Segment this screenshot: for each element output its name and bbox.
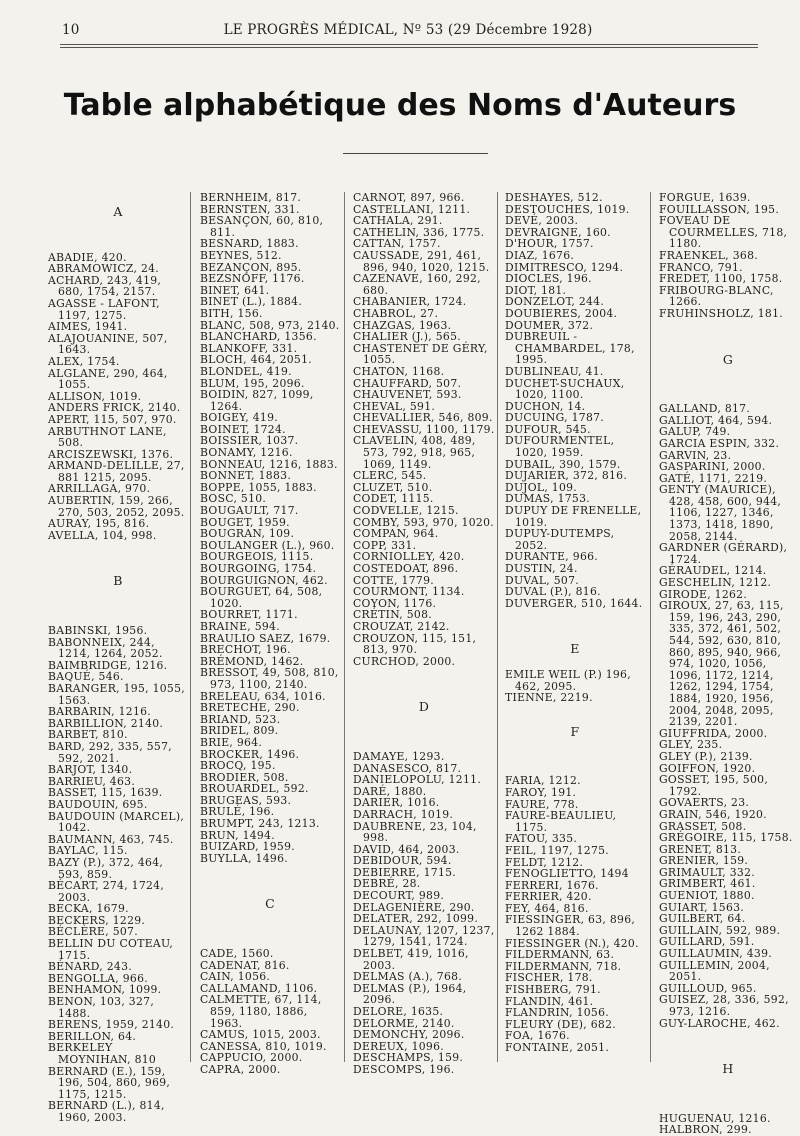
- author-entry: GUILLOUD, 965.: [659, 981, 757, 995]
- author-entry: DEMONCHY, 2096.: [353, 1028, 465, 1042]
- author-entry: BAUDOUIN, 695.: [48, 797, 148, 811]
- author-entry: CAPRA, 2000.: [200, 1062, 281, 1076]
- author-entry: BARBILLION, 2140.: [48, 716, 164, 730]
- author-entry: BAQUÉ, 546.: [48, 670, 124, 684]
- author-entry: DUVAL (P.), 816.: [505, 585, 601, 599]
- author-entry: DUCHET-SUCHAUX, 1020, 1100.: [505, 376, 625, 402]
- running-title: LE PROGRÈS MÉDICAL, Nº 53 (29 Décembre 1928): [223, 22, 593, 38]
- title-divider: [343, 153, 488, 154]
- author-entry: FELDT, 1212.: [505, 855, 584, 869]
- author-entry: DONZELOT, 244.: [505, 295, 605, 309]
- author-entry: CURCHOD, 2000.: [353, 654, 456, 668]
- page-title: Table alphabétique des Noms d'Auteurs: [63, 88, 737, 123]
- author-entry: DELAUNAY, 1207, 1237, 1279, 1541, 1724.: [353, 923, 495, 949]
- author-entry: CATTAN, 1757.: [353, 237, 441, 251]
- author-entry: BINET (L.), 1884.: [200, 295, 303, 309]
- author-entry: ALEX, 1754.: [48, 354, 120, 368]
- author-entry: DESCHAMPS, 159.: [353, 1051, 464, 1065]
- author-entry: BOUGAULT, 717.: [200, 504, 299, 518]
- author-entry: GALLIOT, 464, 594.: [659, 413, 773, 427]
- author-entry: CLAVELIN, 408, 489, 573, 792, 918, 965, 1069, 1149.: [353, 434, 476, 471]
- author-entry: DUBAIL, 390, 1579.: [505, 457, 621, 471]
- author-entry: CHABANIER, 1724.: [353, 295, 467, 309]
- author-entry: BLONDEL, 419.: [200, 364, 292, 378]
- author-entry: BERNHEIM, 817.: [200, 191, 302, 204]
- author-entry: DUBREUIL - CHAMBARDEL, 178, 1995.: [505, 330, 635, 367]
- author-entry: FERRERI, 1676.: [505, 878, 599, 892]
- author-entry: BUIZARD, 1959.: [200, 840, 295, 854]
- author-entry: DELATER, 292, 1099.: [353, 912, 479, 926]
- author-entry: GARCIA ESPIN, 332.: [659, 436, 780, 450]
- author-entry: DELMAS (P.), 1964, 2096.: [353, 981, 467, 1007]
- author-entry: AVELLA, 104, 998.: [48, 528, 157, 542]
- author-entry: BELLIN DU COTEAU, 1715.: [48, 937, 174, 962]
- author-entry: GARVIN, 23.: [659, 448, 732, 462]
- author-entry: FLEURY (DE), 682.: [505, 1017, 616, 1031]
- author-entry: DUMAS, 1753.: [505, 492, 590, 506]
- author-entry: GUILLAIN, 592, 989.: [659, 923, 781, 937]
- author-entry: CAUSSADE, 291, 461, 896, 940, 1020, 1215.: [353, 248, 490, 274]
- author-entry: ARCISZEWSKI, 1376.: [48, 447, 174, 461]
- index-column-3: [353, 192, 495, 1076]
- author-entry: EMILE WEIL (P.) 196, 462, 2095.: [505, 667, 631, 693]
- author-entry: BOULANGER (L.), 960.: [200, 538, 335, 552]
- author-entry: FREDET, 1100, 1758.: [659, 272, 783, 286]
- author-entry: CHAZGAS, 1963.: [353, 318, 452, 332]
- author-entry: DUFOUR, 545.: [505, 422, 591, 436]
- page-number: 10: [62, 22, 80, 38]
- author-entry: CROUZAT, 2142.: [353, 619, 450, 633]
- author-entry: CHABROL, 27.: [353, 306, 439, 320]
- author-entry: DUPUY-DUTEMPS, 2052.: [505, 527, 615, 552]
- author-entry: FRANCO, 791.: [659, 260, 743, 274]
- author-entry: BOIGEY, 419.: [200, 411, 278, 425]
- author-entry: BARJOT, 1340.: [48, 763, 133, 777]
- author-entry: FISCHER, 178.: [505, 971, 593, 985]
- author-entry: BONAMY, 1216.: [200, 446, 293, 460]
- author-entry: FATOU, 335.: [505, 832, 578, 846]
- author-entry: FISHBERG, 791.: [505, 983, 601, 997]
- author-entry: CORNIOLLEY, 420.: [353, 550, 465, 564]
- author-entry: FLANDRIN, 1056.: [505, 1006, 609, 1020]
- author-entry: CLERC, 545.: [353, 469, 427, 483]
- author-entry: DARIER, 1016.: [353, 796, 440, 810]
- running-header: [58, 22, 758, 44]
- author-entry: COSTEDOAT, 896.: [353, 562, 459, 575]
- author-entry: BÉNARD, 243.: [48, 960, 132, 974]
- section-letter: D: [418, 699, 430, 715]
- author-entry: HUGUENAU, 1216.: [659, 1111, 771, 1125]
- section-letter: E: [570, 641, 580, 657]
- author-entry: DIAZ, 1676.: [505, 248, 575, 262]
- author-entry: BEYNES, 512.: [200, 248, 282, 262]
- author-entry: GUILLAUMIN, 439.: [659, 947, 773, 961]
- author-entry: BERENS, 1959, 2140.: [48, 1018, 175, 1032]
- author-entry: GLEY (P.), 2139.: [659, 749, 753, 763]
- author-entry: GARDNER (GÉRARD), 1724.: [659, 541, 788, 566]
- author-entry: DURANTE, 966.: [505, 550, 599, 564]
- author-entry: BEZANÇON, 895.: [200, 260, 302, 274]
- author-entry: BÉCLÈRE, 507.: [48, 925, 138, 939]
- author-entry: DAUBRENE, 23, 104, 998.: [353, 819, 477, 845]
- author-entry: ARBUTHNOT LANE, 508.: [48, 424, 167, 450]
- author-entry: DEBRÉ, 28.: [353, 877, 421, 891]
- author-entry: GUY-LAROCHE, 462.: [659, 1016, 780, 1030]
- author-entry: BRECHOT, 196.: [200, 643, 291, 657]
- author-entry: BAZY (P.), 372, 464, 593, 859.: [48, 855, 164, 881]
- author-entry: GRIMBERT, 461.: [659, 877, 756, 891]
- author-entry: COPP, 331.: [353, 538, 417, 552]
- author-entry: HALBRON, 299.: [659, 1123, 752, 1136]
- author-entry: BOPPE, 1055, 1883.: [200, 480, 317, 494]
- author-entry: FRIBOURG-BLANC, 1266.: [659, 283, 774, 309]
- author-entry: CANESSA, 810, 1019.: [200, 1039, 327, 1053]
- author-entry: BRETECHE, 290.: [200, 701, 300, 715]
- author-entry: BAIMBRIDGE, 1216.: [48, 658, 168, 672]
- column-divider: [650, 192, 651, 1062]
- author-entry: BOURRET, 1171.: [200, 608, 298, 622]
- author-entry: ABRAMOWICZ, 24.: [48, 262, 160, 276]
- author-entry: BERILLON, 64.: [48, 1029, 137, 1043]
- author-entry: AGASSE - LAFONT, 1197, 1275.: [48, 296, 160, 322]
- author-entry: DUCHON, 14.: [505, 399, 586, 413]
- author-entry: GLEY, 235.: [659, 738, 723, 752]
- author-entry: BRODIER, 508.: [200, 770, 289, 784]
- author-entry: ANDERS FRICK, 2140.: [48, 401, 181, 415]
- author-entry: BARANGER, 195, 1055, 1563.: [48, 682, 185, 707]
- author-entry: CALMETTE, 67, 114, 859, 1180, 1886, 1963.: [200, 993, 322, 1030]
- author-entry: GALUP, 749.: [659, 425, 731, 439]
- author-entry: BLUM, 195, 2096.: [200, 376, 305, 390]
- author-entry: AIMES, 1941.: [48, 320, 128, 334]
- author-entry: GRASSET, 508.: [659, 819, 747, 833]
- author-entry: DEVRAIGNE, 160.: [505, 225, 611, 239]
- author-entry: COMBY, 593, 970, 1020.: [353, 515, 494, 529]
- author-entry: GALLAND, 817.: [659, 402, 751, 416]
- author-entry: BAYLAC, 115.: [48, 844, 128, 858]
- author-entry: CHAUVENET, 593.: [353, 388, 462, 402]
- author-entry: BECKERS, 1229.: [48, 913, 146, 927]
- author-entry: DELMAS (A.), 768.: [353, 970, 463, 984]
- author-entry: BOUGET, 1959.: [200, 515, 290, 529]
- section-letter: A: [113, 204, 123, 219]
- author-entry: DOUBIERES, 2004.: [505, 306, 618, 320]
- author-entry: GASPARINI, 2000.: [659, 460, 766, 474]
- author-entry: CROUZON, 115, 151, 813, 970.: [353, 631, 477, 657]
- author-entry: BAUMANN, 463, 745.: [48, 832, 174, 846]
- author-entry: CATHALA, 291.: [353, 214, 443, 228]
- author-entry: TIENNE, 2219.: [505, 691, 593, 705]
- author-entry: FAURE-BEAULIEU, 1175.: [505, 809, 617, 834]
- author-entry: GOIFFON, 1920.: [659, 761, 756, 775]
- author-entry: ALLISON, 1019.: [48, 389, 142, 403]
- author-entry: ARRILLAGA, 970.: [48, 482, 151, 496]
- index-column-2: [200, 192, 340, 1076]
- author-entry: DIMITRESCO, 1294.: [505, 260, 624, 274]
- author-entry: CALLAMAND, 1106.: [200, 981, 318, 995]
- author-entry: GOSSET, 195, 500, 1792.: [659, 773, 769, 798]
- author-entry: BLANC, 508, 973, 2140.: [200, 318, 340, 332]
- author-entry: FEY, 464, 816.: [505, 901, 589, 915]
- author-entry: GRAIN, 546, 1920.: [659, 807, 767, 821]
- author-entry: FRAENKEL, 368.: [659, 248, 758, 262]
- author-entry: FIESSINGER (N.), 420.: [505, 936, 639, 950]
- section-letter: G: [722, 351, 734, 367]
- author-entry: DUPUY DE FRENELLE, 1019.: [505, 504, 642, 529]
- author-entry: BARBET, 810.: [48, 728, 128, 742]
- column-divider: [344, 192, 345, 1062]
- index-column-1: [48, 192, 188, 1124]
- author-entry: BASSET, 115, 1639.: [48, 786, 163, 800]
- author-entry: BLOCH, 464, 2051.: [200, 353, 312, 367]
- author-entry: BARD, 292, 335, 557, 592, 2021.: [48, 739, 172, 765]
- author-entry: BABINSKI, 1956.: [48, 624, 148, 638]
- author-entry: GUILBERT, 64.: [659, 912, 746, 926]
- author-entry: GUISEZ, 28, 336, 592, 973, 1216.: [659, 993, 789, 1018]
- author-entry: FERRIER, 420.: [505, 890, 592, 904]
- author-entry: FLANDIN, 461.: [505, 994, 594, 1008]
- author-entry: CARNOT, 897, 966.: [353, 191, 465, 204]
- author-entry: BRAULIO SAEZ, 1679.: [200, 631, 331, 645]
- author-entry: GRIMAULT, 332.: [659, 865, 755, 879]
- author-entry: DANASESCO, 817.: [353, 761, 462, 775]
- author-entry: COTTE, 1779.: [353, 573, 434, 587]
- author-entry: ALAJOUANINE, 507, 1643.: [48, 331, 168, 357]
- author-entry: CATHELIN, 336, 1775.: [353, 225, 485, 239]
- author-entry: CAMUS, 1015, 2003.: [200, 1028, 321, 1042]
- author-entry: AUBERTIN, 159, 266, 270, 503, 2052, 2095.: [48, 494, 185, 519]
- author-entry: BITH, 156.: [200, 306, 263, 320]
- author-entry: BRESSOT, 49, 508, 810, 973, 1100, 2140.: [200, 666, 339, 691]
- author-entry: BESANÇON, 60, 810, 811.: [200, 214, 324, 239]
- author-entry: BRULÉ, 196.: [200, 805, 275, 819]
- author-entry: DIOCLES, 196.: [505, 272, 592, 286]
- author-entry: CAIN, 1056.: [200, 970, 271, 984]
- author-entry: CODET, 1115.: [353, 492, 434, 506]
- author-entry: CHEVALLIER, 546, 809.: [353, 411, 493, 425]
- author-entry: CLUZET, 510.: [353, 480, 433, 494]
- author-entry: DAMAYE, 1293.: [353, 749, 445, 763]
- author-entry: FRUHINSHOLZ, 181.: [659, 306, 783, 320]
- author-entry: FAROY, 191.: [505, 785, 577, 799]
- author-entry: DESCOMPS, 196.: [353, 1062, 455, 1076]
- index-column-5: [659, 192, 797, 1136]
- author-entry: BOURGEOIS, 1115.: [200, 550, 314, 564]
- author-entry: DIOT, 181.: [505, 283, 567, 297]
- author-entry: FILDERMANN, 718.: [505, 959, 622, 973]
- author-entry: DECOURT, 989.: [353, 889, 445, 903]
- author-entry: COURMONT, 1134.: [353, 585, 465, 599]
- author-entry: BINET, 641.: [200, 283, 270, 297]
- author-entry: GIUFFRIDA, 2000.: [659, 726, 768, 740]
- author-entry: BECKA, 1679.: [48, 902, 129, 916]
- author-entry: FAURE, 778.: [505, 797, 579, 811]
- author-entry: ARMAND-DELILLE, 27, 881 1215, 2095.: [48, 459, 185, 484]
- author-entry: DEREUX, 1096.: [353, 1039, 445, 1053]
- author-entry: BENHAMON, 1099.: [48, 983, 162, 997]
- author-entry: GRENIER, 159.: [659, 854, 749, 868]
- author-entry: APERT, 115, 507, 970.: [48, 412, 177, 426]
- author-entry: BROUARDEL, 592.: [200, 782, 309, 796]
- author-entry: BOURGUIGNON, 462.: [200, 573, 328, 587]
- index-column-4: [505, 192, 645, 1054]
- author-entry: GIRODE, 1262.: [659, 587, 748, 601]
- author-entry: CAZENAVE, 160, 292, 680.: [353, 272, 481, 297]
- author-entry: BENGOLLA, 966.: [48, 971, 148, 985]
- author-entry: BRIAND, 523.: [200, 712, 281, 726]
- column-divider: [190, 192, 191, 1062]
- author-entry: FILDERMANN, 63.: [505, 948, 615, 962]
- author-entry: DAVID, 464, 2003.: [353, 842, 460, 856]
- author-entry: CHAUFFARD, 507.: [353, 376, 462, 390]
- author-entry: CHALIER (J.), 565.: [353, 330, 462, 344]
- author-entry: DELORME, 2140.: [353, 1016, 455, 1030]
- author-entry: BEZSNOFF, 1176.: [200, 272, 305, 286]
- author-entry: BRÉMOND, 1462.: [200, 654, 304, 668]
- author-entry: DUSTIN, 24.: [505, 562, 578, 575]
- author-entry: DUCUING, 1787.: [505, 411, 605, 425]
- author-entry: DOUMER, 372.: [505, 318, 594, 332]
- author-entry: CODVELLE, 1215.: [353, 504, 459, 518]
- section-letter: H: [722, 1061, 734, 1077]
- author-entry: BRIDEL, 809.: [200, 724, 279, 738]
- author-entry: DELAGENIÈRE, 290.: [353, 900, 475, 914]
- author-entry: FEIL, 1197, 1275.: [505, 843, 610, 857]
- author-entry: BRELEAU, 634, 1016.: [200, 689, 326, 703]
- author-entry: GIROUX, 27, 63, 115, 159, 196, 243, 290, 335, 372, 461, 502, 544, 592, 630, 810, 860, 895, 940, 966, 974, 1020, 1056, 1096, 1172, 1214, 1262, 1294, 1754, 1884, 1920, 1956, 2004, 2048, 2095, 2139, 2201.: [659, 599, 784, 729]
- author-entry: DANIELOPOLU, 1211.: [353, 773, 482, 787]
- author-entry: CHEVASSU, 1100, 1179.: [353, 422, 495, 436]
- author-entry: CASTELLANI, 1211.: [353, 202, 471, 216]
- author-entry: BRAINE, 594.: [200, 619, 280, 633]
- author-entry: GUENIOT, 1880.: [659, 889, 755, 903]
- author-entry: GESCHELIN, 1212.: [659, 576, 772, 590]
- author-entry: GATÉ, 1171, 2219.: [659, 471, 768, 485]
- author-entry: FOA, 1676.: [505, 1029, 570, 1043]
- author-entry: BAUDOUIN (MARCEL), 1042.: [48, 809, 185, 835]
- author-entry: GOVAERTS, 23.: [659, 796, 750, 810]
- header-rule: [60, 44, 758, 48]
- author-entry: DUVERGER, 510, 1644.: [505, 596, 643, 610]
- author-entry: BRUGEAS, 593.: [200, 793, 292, 807]
- author-entry: AURAY, 195, 816.: [48, 517, 150, 531]
- author-entry: BERNSTEN, 331.: [200, 202, 300, 216]
- author-entry: CADENAT, 816.: [200, 958, 290, 972]
- author-entry: GRÉGOIRE, 115, 1758.: [659, 831, 793, 845]
- author-entry: COYON, 1176.: [353, 596, 437, 610]
- author-entry: GÉRAUDEL, 1214.: [659, 564, 767, 578]
- author-entry: BOISSIER, 1037.: [200, 434, 299, 448]
- author-entry: FARIA, 1212.: [505, 774, 581, 788]
- author-entry: BUYLLA, 1496.: [200, 851, 288, 865]
- author-entry: BOURGUET, 64, 508, 1020.: [200, 585, 323, 610]
- author-entry: D'HOUR, 1757.: [505, 237, 594, 251]
- author-entry: COMPAN, 964.: [353, 527, 439, 541]
- author-entry: DESTOUCHES, 1019.: [505, 202, 630, 216]
- author-entry: DESHAYES, 512.: [505, 191, 603, 204]
- author-entry: DUVAL, 507.: [505, 573, 579, 587]
- author-entry: DEVÉ, 2003.: [505, 214, 579, 228]
- section-letter: F: [570, 723, 580, 739]
- author-entry: BERNARD (E.), 159, 196, 504, 860, 969, 1175, 1215.: [48, 1064, 171, 1101]
- author-entry: CHEVAL, 591.: [353, 399, 436, 413]
- author-entry: DARRACH, 1019.: [353, 807, 454, 821]
- author-entry: DUFOURMENTEL, 1020, 1959.: [505, 434, 615, 460]
- author-entry: BOUGRAN, 109.: [200, 527, 295, 541]
- author-entry: BONNET, 1883.: [200, 469, 292, 483]
- author-entry: DUJOL, 109.: [505, 480, 578, 494]
- author-entry: CHATON, 1168.: [353, 364, 445, 378]
- author-entry: BOSC, 510.: [200, 492, 267, 506]
- author-entry: BRIE, 964.: [200, 735, 263, 749]
- author-entry: CADE, 1560.: [200, 947, 274, 961]
- author-entry: BÉCART, 274, 1724, 2003.: [48, 879, 165, 904]
- author-entry: BONNEAU, 1216, 1883.: [200, 457, 338, 471]
- author-entry: BRUN, 1494.: [200, 828, 275, 842]
- author-entry: BROCKER, 1496.: [200, 747, 300, 761]
- author-entry: CRÉTIN, 508.: [353, 608, 432, 622]
- author-entry: BERKELEY MOYNIHAN, 810: [48, 1041, 157, 1066]
- author-entry: DEBIERRE, 1715.: [353, 865, 457, 879]
- author-entry: GRENET, 813.: [659, 842, 742, 856]
- author-entry: DUJARIER, 372, 816.: [505, 469, 628, 483]
- author-entry: FORGUE, 1639.: [659, 191, 751, 204]
- author-entry: DEBIDOUR, 594.: [353, 854, 452, 868]
- author-entry: BERNARD (L.), 814, 1960, 2003.: [48, 1099, 165, 1124]
- author-entry: FENOGLIETTO, 1494: [505, 867, 629, 881]
- author-entry: BROCQ, 195.: [200, 759, 276, 773]
- author-entry: ALGLANE, 290, 464, 1055.: [48, 366, 168, 392]
- author-entry: FOUILLASSON, 195.: [659, 202, 780, 216]
- author-entry: FIESSINGER, 63, 896, 1262 1884.: [505, 913, 636, 939]
- author-entry: GENTY (MAURICE), 428, 458, 600, 944, 1106, 1227, 1346, 1373, 1418, 1890, 2058, 2144.: [659, 483, 782, 543]
- author-entry: DELBET, 419, 1016, 2003.: [353, 947, 469, 972]
- section-letter: C: [265, 896, 275, 912]
- author-entry: DELORE, 1635.: [353, 1005, 444, 1018]
- author-entry: CHASTENET DE GÉRY, 1055.: [353, 341, 488, 367]
- author-entry: BOURGOING, 1754.: [200, 562, 317, 575]
- author-entry: BARRIEU, 463.: [48, 774, 136, 788]
- author-entry: BLANKOFF, 331.: [200, 341, 298, 355]
- author-entry: DARÉ, 1880.: [353, 784, 427, 798]
- author-entry: ABADIE, 420.: [48, 250, 127, 264]
- author-entry: FOVEAU DE COURMELLES, 718, 1180.: [659, 214, 788, 251]
- author-entry: FONTAINE, 2051.: [505, 1041, 610, 1054]
- author-entry: GUILLEMIN, 2004, 2051.: [659, 958, 770, 984]
- section-letter: B: [113, 573, 123, 589]
- author-entry: BRUMPT, 243, 1213.: [200, 817, 320, 831]
- author-entry: GUILLARD, 591.: [659, 935, 755, 949]
- author-entry: BLANCHARD, 1356.: [200, 330, 317, 344]
- author-entry: ACHARD, 243, 419, 680, 1754, 2157.: [48, 273, 162, 299]
- author-entry: GUIART, 1563.: [659, 900, 745, 914]
- author-entry: DUBLINEAU, 41.: [505, 364, 604, 378]
- author-entry: BARBARIN, 1216.: [48, 705, 152, 719]
- author-entry: CAPPUCIO, 2000.: [200, 1051, 303, 1065]
- author-entry: BABONNEIX, 244, 1214, 1264, 2052.: [48, 635, 163, 661]
- author-entry: BESNARD, 1883.: [200, 237, 299, 251]
- column-divider: [497, 192, 498, 1062]
- author-entry: BENON, 103, 327, 1488.: [48, 995, 155, 1020]
- author-entry: BOINET, 1724.: [200, 422, 286, 436]
- author-entry: BOIDIN, 827, 1099, 1264.: [200, 388, 314, 413]
